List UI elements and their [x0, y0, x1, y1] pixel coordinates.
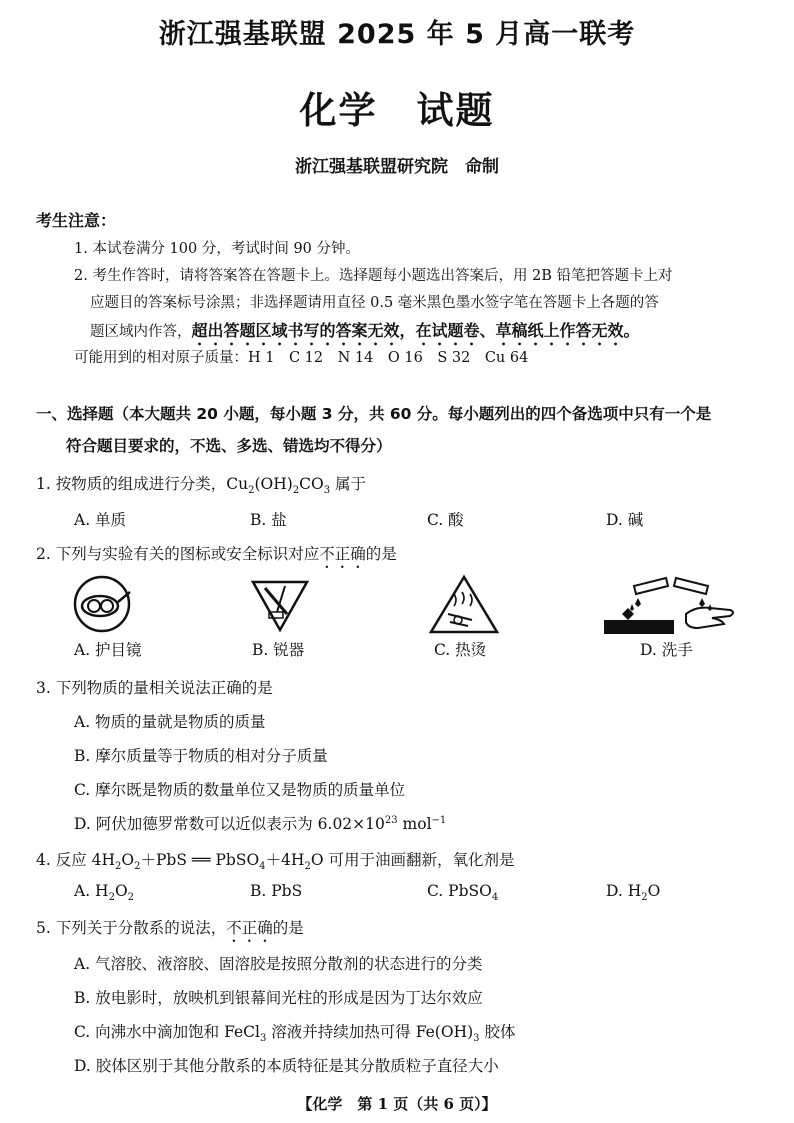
notice-emphasis: 超出答题区域书写的答案无效，在试题卷、草稿纸上作答无效。	[191, 321, 640, 340]
q2-option-c: C. 热烫	[434, 641, 487, 659]
q5-option-a: A. 气溶胶、液溶胶、固溶胶是按照分散剂的状态进行的分类	[74, 955, 483, 973]
q2-emphasis: 不正确	[319, 545, 366, 563]
notice-item-2-line3	[74, 317, 764, 349]
footer-subject: 化学	[312, 1095, 343, 1113]
q3-stem: 3. 下列物质的量相关说法正确的是	[36, 679, 273, 697]
q4-option-a: A. $H_2O_2$	[74, 882, 135, 904]
notice-heading: 考生注意：	[36, 211, 117, 230]
subject-title: 化学 试题	[299, 89, 495, 132]
q5-option-b: B. 放电影时，放映机到银幕间光柱的形成是因为丁达尔效应	[74, 989, 483, 1007]
section-1-heading	[36, 398, 766, 462]
exam-title: 浙江强基联盟 2025 年 5 月高一联考	[158, 19, 636, 50]
q1-option-c: C. 酸	[427, 511, 464, 529]
q4-option-b: B. PbS	[250, 882, 303, 900]
q3-option-c: C. 摩尔既是物质的数量单位又是物质的质量单位	[74, 781, 406, 799]
notice-item-2-line2: 应题目的答案标号涂黑；非选择题请用直径 0.5 毫米黑色墨水签字笔在答题卡上各题的答	[90, 295, 659, 311]
publisher-line: 浙江强基联盟研究院 命制	[295, 157, 499, 177]
q2-option-d: D. 洗手	[640, 641, 693, 659]
section-1-line2: 符合题目要求的，不选、多选、错选均不得分）	[66, 437, 392, 455]
footer-page: 第 1 页（共 6 页）	[342, 1095, 482, 1113]
q5-option-c: C. 向沸水中滴加饱和 FeCl$_3$ 溶液并持续加热可得 $Fe(OH)_3$ 胶体	[74, 1023, 516, 1045]
q2-option-b: B. 锐器	[252, 641, 305, 659]
hand-wash-icon	[604, 574, 736, 636]
q4-option-c: C. PbSO$_4$	[427, 882, 499, 904]
q3-option-d: D. 阿伏加德罗常数可以近似表示为 $6.02\times 10^{23}$ mol$^{-1}$	[74, 814, 447, 833]
q1-option-d: D. 碱	[606, 511, 644, 529]
q3-option-b: B. 摩尔质量等于物质的相对分子质量	[74, 747, 328, 765]
hot-surface-icon	[428, 574, 500, 636]
notice-list	[74, 236, 764, 349]
notice-item-2-line3-text: 题区域内作答，	[90, 324, 192, 340]
q2-option-a: A. 护目镜	[74, 641, 142, 659]
atomic-masses: 可能用到的相对原子质量：H 1 C 12 N 14 O 16 S 32 Cu 64	[74, 350, 529, 366]
page-footer: 【化学 第 1 页（共 6 页）】	[297, 1095, 497, 1113]
q3-option-a: A. 物质的量就是物质的质量	[74, 713, 266, 731]
q5-option-d: D. 胶体区别于其他分散系的本质特征是其分散质粒子直径大小	[74, 1057, 499, 1075]
q2-stem: 2. 下列与实验有关的图标或安全标识对应不正确的是	[36, 545, 397, 563]
q4-stem: 4. 反应 $4H_2O_2+PbS$ ══ $PbSO_4+4H_2O$ 可用于油画翻新，氧化剂是	[36, 851, 515, 873]
q1-option-b: B. 盐	[250, 511, 287, 529]
sharp-object-icon	[247, 574, 315, 634]
q5-stem: 5. 下列关于分散系的说法，不正确的是	[36, 919, 304, 937]
q1-stem: 1. 按物质的组成进行分类，$Cu_2(OH)_2CO_3$ 属于	[36, 475, 367, 497]
notice-item-1: 1. 本试卷满分 100 分，考试时间 90 分钟。	[74, 241, 361, 257]
goggles-icon	[70, 574, 138, 634]
q4-option-d: D. $H_2O$	[606, 882, 661, 904]
section-1-line1: 一、选择题（本大题共 20 小题，每小题 3 分，共 60 分。每小题列出的四个备选项中只有一个是	[36, 405, 712, 423]
q5-emphasis: 不正确	[226, 919, 273, 937]
q1-option-a: A. 单质	[74, 511, 127, 529]
notice-item-2-line1: 2. 考生作答时，请将答案答在答题卡上。选择题每小题选出答案后，用 2B 铅笔把答题卡上对	[74, 268, 673, 284]
